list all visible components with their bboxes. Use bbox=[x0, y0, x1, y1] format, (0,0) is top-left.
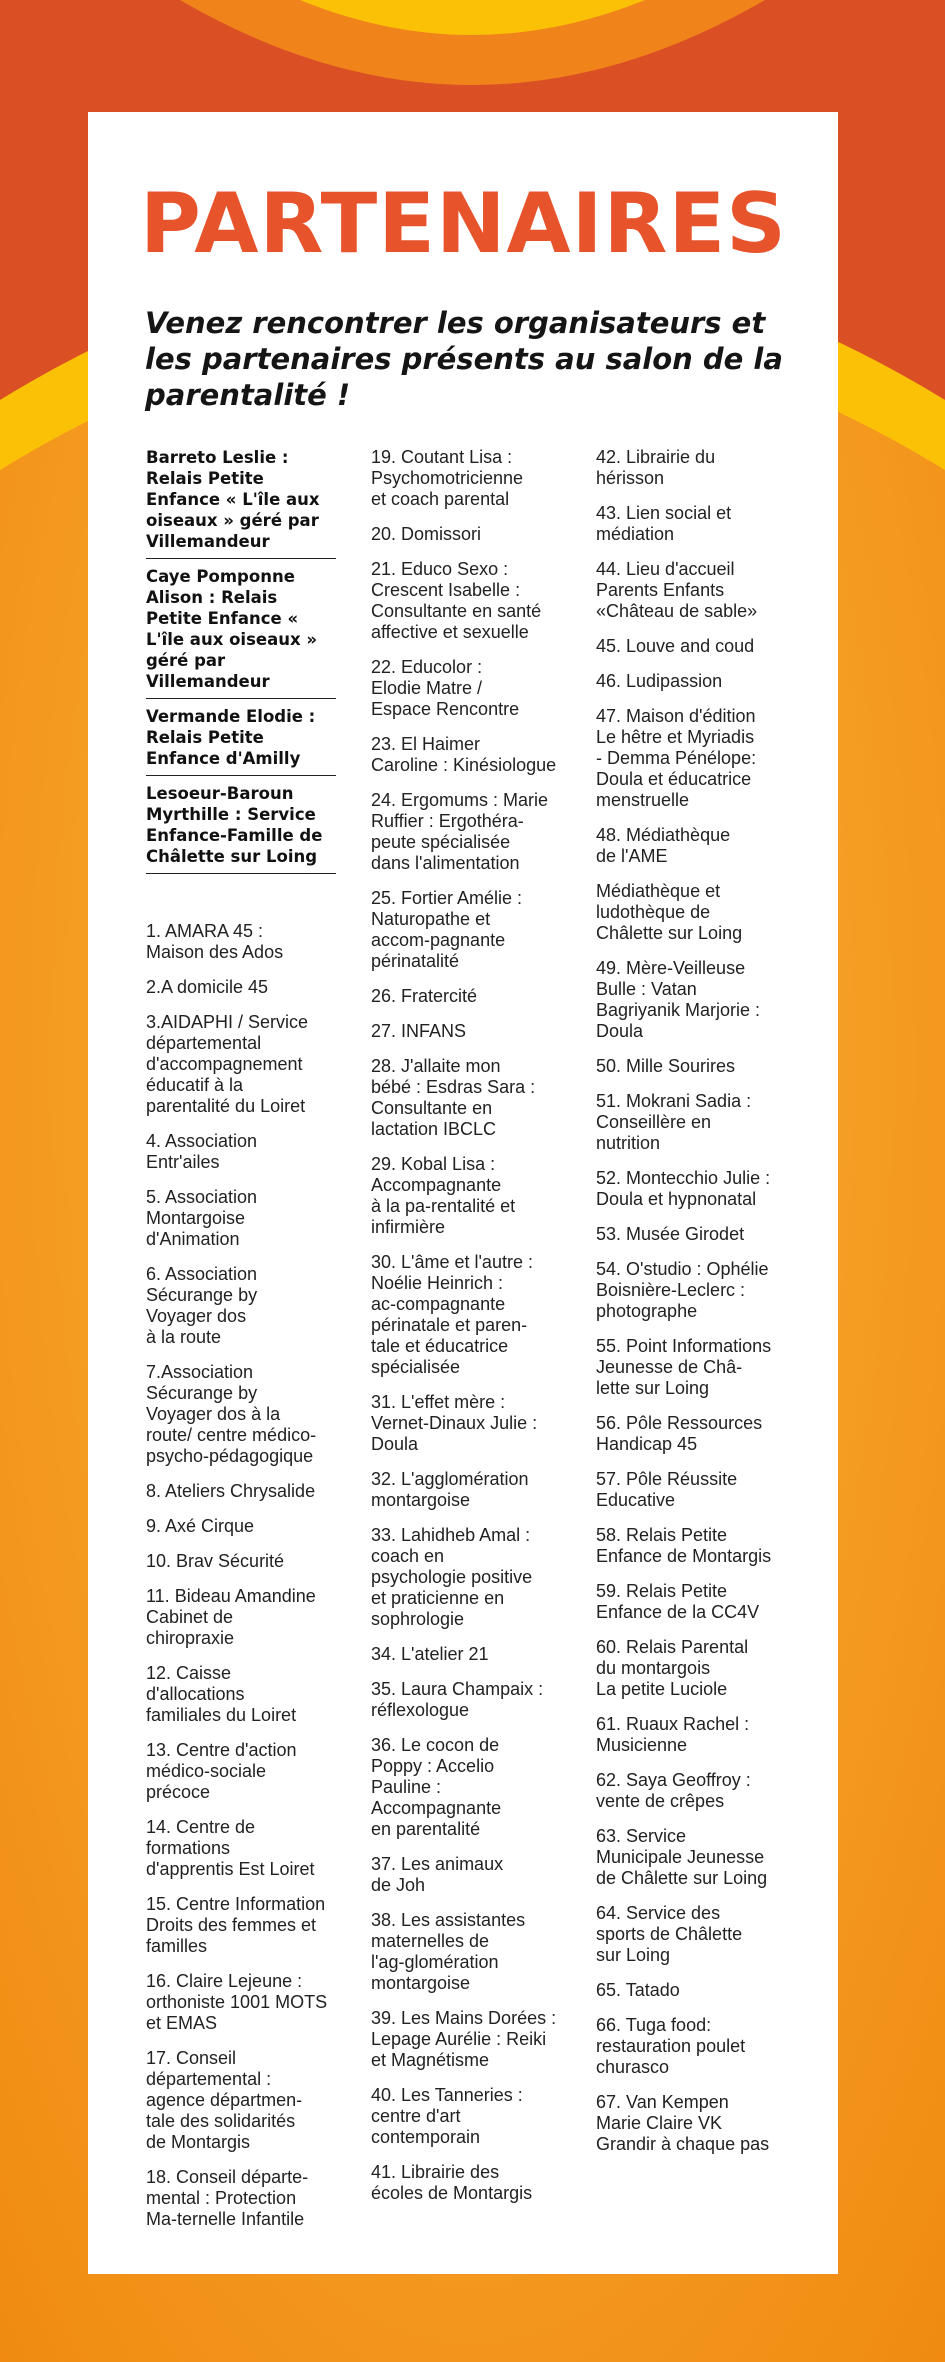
partner-entry: 47. Maison d'édition Le hêtre et Myriadis - Demma Pénélope: Doula et éducatrice menstruelle bbox=[596, 706, 757, 810]
partner-entry: 56. Pôle Ressources Handicap 45 bbox=[596, 1413, 763, 1454]
partner-entry: 50. Mille Sourires bbox=[596, 1056, 736, 1076]
partner-entry: 3.AIDAPHI / Service départemental d'accompagnement éducatif à la parentalité du Loiret bbox=[146, 1012, 309, 1116]
partner-entry: 34. L'atelier 21 bbox=[371, 1644, 489, 1664]
partner-entry: 21. Educo Sexo : Crescent Isabelle : Consultante en santé affective et sexuelle bbox=[371, 559, 542, 642]
partner-entry: 45. Louve and coud bbox=[596, 636, 755, 656]
partner-entry: 32. L'agglomération montargoise bbox=[371, 1469, 529, 1510]
partner-entry: 59. Relais Petite Enfance de la CC4V bbox=[596, 1581, 760, 1622]
partner-entry: 13. Centre d'action médico-sociale précoce bbox=[146, 1740, 297, 1802]
partner-entry: 66. Tuga food: restauration poulet churasco bbox=[596, 2015, 746, 2077]
column-1 bbox=[146, 447, 336, 2244]
partner-entry: 54. O'studio : Ophélie Boisnière-Leclerc : photographe bbox=[596, 1259, 769, 1321]
partner-entry: 65. Tatado bbox=[596, 1980, 680, 2000]
partner-entry: 20. Domissori bbox=[371, 524, 482, 544]
organizer-entry: Caye Pomponne Alison : Relais Petite Enfance « L'île aux oiseaux » géré par Villemandeur bbox=[146, 566, 336, 699]
partner-entry: 67. Van Kempen Marie Claire VK Grandir à chaque pas bbox=[596, 2092, 770, 2154]
partner-entry: 44. Lieu d'accueil Parents Enfants «Château de sable» bbox=[596, 559, 758, 621]
partner-entry: 35. Laura Champaix : réflexologue bbox=[371, 1679, 544, 1720]
partner-entry: 28. J'allaite mon bébé : Esdras Sara : Consultante en lactation IBCLC bbox=[371, 1056, 536, 1139]
partner-entry: 25. Fortier Amélie : Naturopathe et accom-pagnante périnatalité bbox=[371, 888, 523, 971]
partner-entry: 23. El Haimer Caroline : Kinésiologue bbox=[371, 734, 557, 775]
partner-entry: 11. Bideau Amandine Cabinet de chiropraxie bbox=[146, 1586, 316, 1648]
partner-entry: 30. L'âme et l'autre : Noélie Heinrich : ac-compagnante périnatale et paren- tale et éducatrice spécialisée bbox=[371, 1252, 533, 1377]
partner-entry: 36. Le cocon de Poppy : Accelio Pauline : Accompagnante en parentalité bbox=[371, 1735, 502, 1839]
partner-entry: 61. Ruaux Rachel : Musicienne bbox=[596, 1714, 750, 1755]
column-2 bbox=[371, 447, 561, 2218]
partner-entry: 41. Librairie des écoles de Montargis bbox=[371, 2162, 533, 2203]
organizer-entry: Barreto Leslie : Relais Petite Enfance « L'île aux oiseaux » géré par Villemandeur bbox=[146, 447, 336, 559]
partner-entry: 49. Mère-Veilleuse Bulle : Vatan Bagriyanik Marjorie : Doula bbox=[596, 958, 761, 1041]
partner-entry: 64. Service des sports de Châlette sur Loing bbox=[596, 1903, 743, 1965]
partner-list-3 bbox=[596, 447, 791, 2155]
partner-entry: 55. Point Informations Jeunesse de Châ- lette sur Loing bbox=[596, 1336, 772, 1398]
partner-entry: 62. Saya Geoffroy : vente de crêpes bbox=[596, 1770, 751, 1811]
partner-entry: 38. Les assistantes maternelles de l'ag-glomération montargoise bbox=[371, 1910, 526, 1993]
partner-entry: 43. Lien social et médiation bbox=[596, 503, 732, 544]
partner-entry: 18. Conseil départe- mental : Protection Ma-ternelle Infantile bbox=[146, 2167, 309, 2229]
spacer bbox=[146, 881, 336, 921]
partner-entry: 58. Relais Petite Enfance de Montargis bbox=[596, 1525, 772, 1566]
partner-entry: 60. Relais Parental du montargois La petite Luciole bbox=[596, 1637, 749, 1699]
partner-entry: 40. Les Tanneries : centre d'art contemporain bbox=[371, 2085, 523, 2147]
partner-entry: 26. Fratercité bbox=[371, 986, 478, 1006]
organizer-entry: Vermande Elodie : Relais Petite Enfance d'Amilly bbox=[146, 706, 336, 776]
content-panel bbox=[88, 112, 838, 2274]
partner-entry: 4. Association Entr'ailes bbox=[146, 1131, 258, 1172]
partner-entry: 37. Les animaux de Joh bbox=[371, 1854, 504, 1895]
page-title: PARTENAIRES bbox=[140, 175, 787, 272]
partner-entry: 53. Musée Girodet bbox=[596, 1224, 745, 1244]
partner-entry: 52. Montecchio Julie : Doula et hypnonatal bbox=[596, 1168, 771, 1209]
partner-entry: 63. Service Municipale Jeunesse de Châlette sur Loing bbox=[596, 1826, 768, 1888]
partner-entry: 29. Kobal Lisa : Accompagnante à la pa-rentalité et infirmière bbox=[371, 1154, 516, 1237]
partner-list-1 bbox=[146, 921, 336, 2230]
partner-entry: 48. Médiathèque de l'AME bbox=[596, 825, 731, 866]
partner-entry: 2.A domicile 45 bbox=[146, 977, 269, 997]
partner-entry: Médiathèque et ludothèque de Châlette sur Loing bbox=[596, 881, 743, 943]
partner-entry: 12. Caisse d'allocations familiales du Loiret bbox=[146, 1663, 297, 1725]
partner-entry: 16. Claire Lejeune : orthoniste 1001 MOTS et EMAS bbox=[146, 1971, 328, 2033]
column-3 bbox=[596, 447, 791, 2169]
partner-entry: 57. Pôle Réussite Educative bbox=[596, 1469, 738, 1510]
partner-entry: 22. Educolor : Elodie Matre / Espace Rencontre bbox=[371, 657, 520, 719]
partner-entry: 1. AMARA 45 : Maison des Ados bbox=[146, 921, 284, 962]
partner-entry: 24. Ergomums : Marie Ruffier : Ergothéra- peute spécialisée dans l'alimentation bbox=[371, 790, 549, 873]
partner-list-2 bbox=[371, 447, 561, 2204]
partner-entry: 17. Conseil départemental : agence départmen- tale des solidarités de Montargis bbox=[146, 2048, 303, 2152]
partner-entry: 14. Centre de formations d'apprentis Est Loiret bbox=[146, 1817, 315, 1879]
partner-entry: 46. Ludipassion bbox=[596, 671, 723, 691]
partner-entry: 51. Mokrani Sadia : Conseillère en nutrition bbox=[596, 1091, 752, 1153]
partner-entry: 19. Coutant Lisa : Psychomotricienne et coach parental bbox=[371, 447, 524, 509]
partner-entry: 8. Ateliers Chrysalide bbox=[146, 1481, 316, 1501]
partner-entry: 7.Association Sécurange by Voyager dos à la route/ centre médico- psycho-pédagogique bbox=[146, 1362, 317, 1466]
partner-entry: 27. INFANS bbox=[371, 1021, 467, 1041]
partner-entry: 5. Association Montargoise d'Animation bbox=[146, 1187, 258, 1249]
organizer-entry: Lesoeur-Baroun Myrthille : Service Enfance-Famille de Châlette sur Loing bbox=[146, 783, 336, 874]
page-subtitle: Venez rencontrer les organisateurs et les partenaires présents au salon de la parentalité ! bbox=[145, 306, 783, 412]
partner-entry: 10. Brav Sécurité bbox=[146, 1551, 285, 1571]
partner-entry: 31. L'effet mère : Vernet-Dinaux Julie : Doula bbox=[371, 1392, 538, 1454]
partner-entry: 42. Librairie du hérisson bbox=[596, 447, 716, 488]
partner-entry: 6. Association Sécurange by Voyager dos à la route bbox=[146, 1264, 258, 1347]
partner-entry: 15. Centre Information Droits des femmes et familles bbox=[146, 1894, 326, 1956]
partner-entry: 39. Les Mains Dorées : Lepage Aurélie : Reiki et Magnétisme bbox=[371, 2008, 557, 2070]
partner-entry: 33. Lahidheb Amal : coach en psychologie positive et praticienne en sophrologie bbox=[371, 1525, 533, 1629]
partner-entry: 9. Axé Cirque bbox=[146, 1516, 255, 1536]
